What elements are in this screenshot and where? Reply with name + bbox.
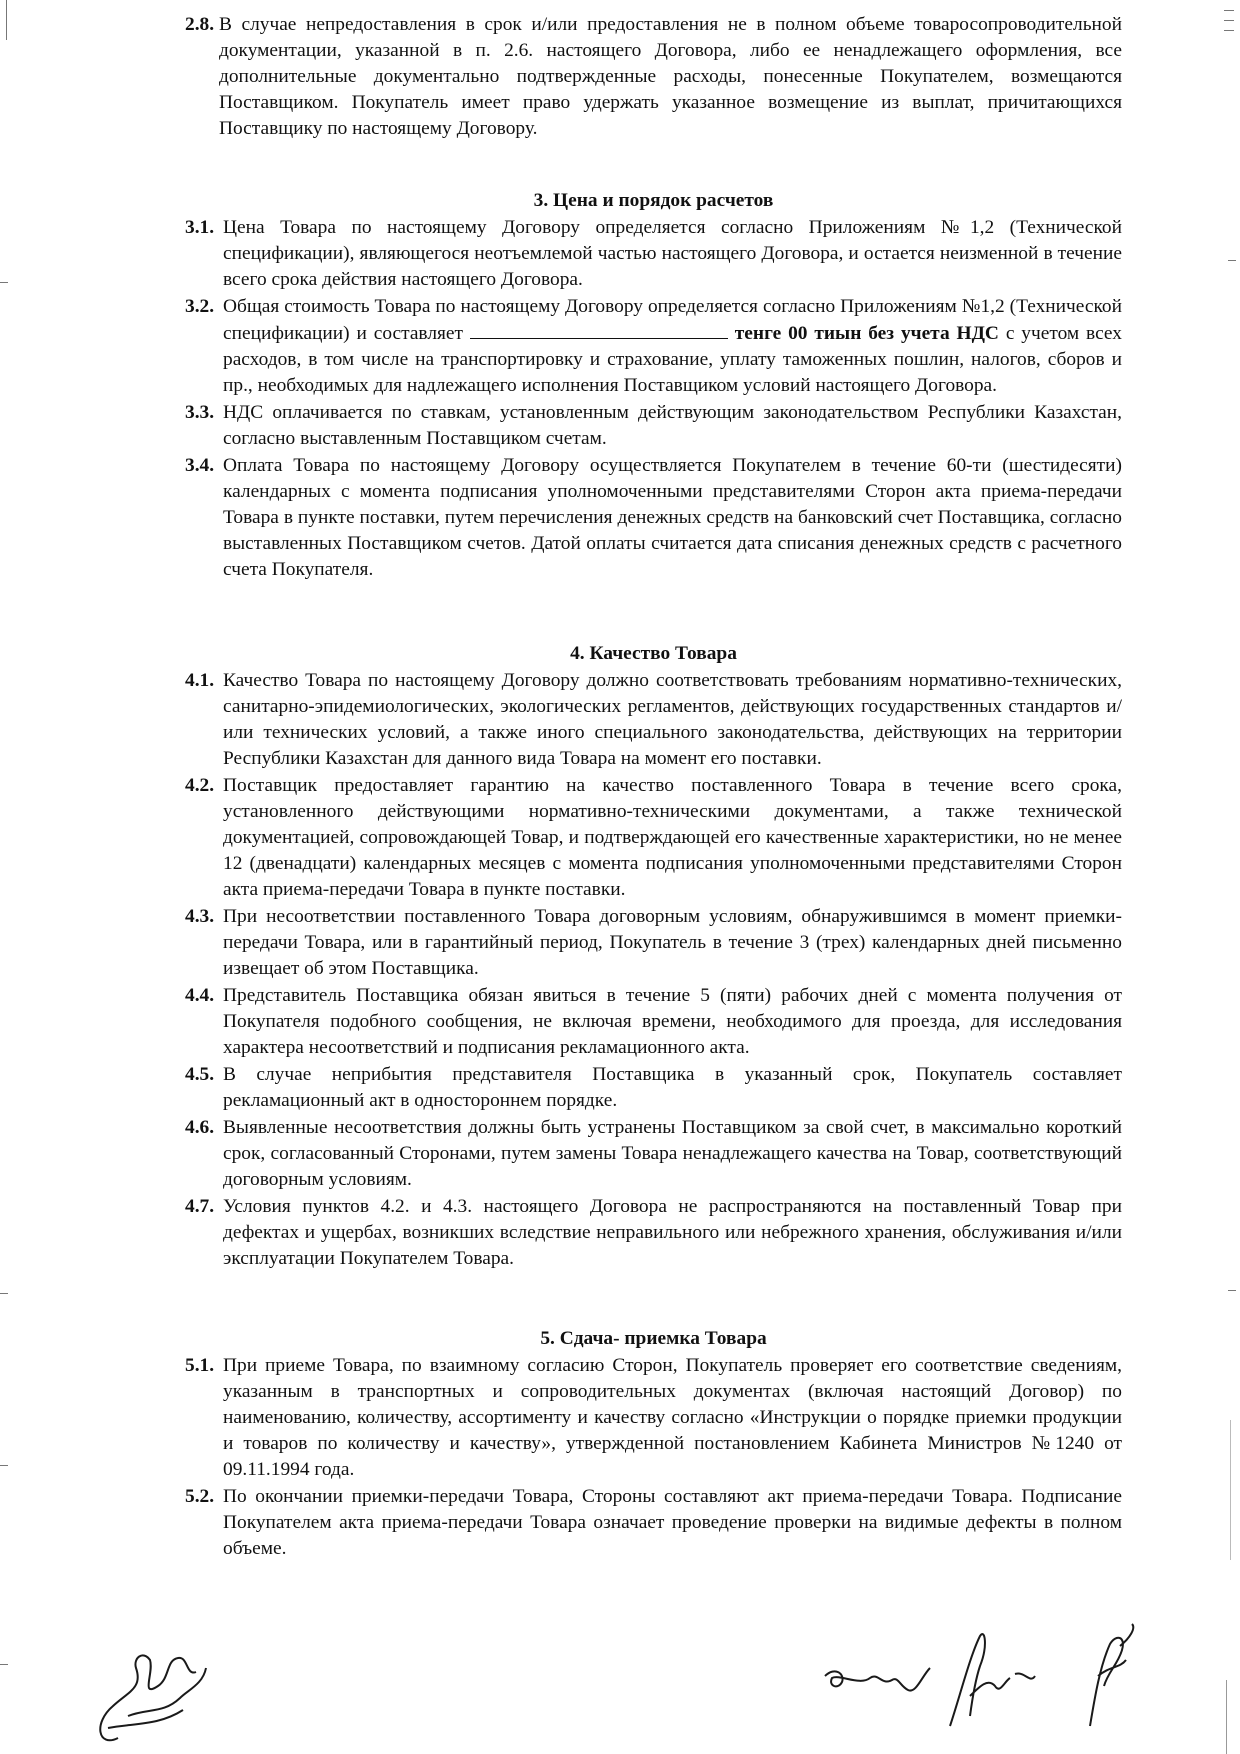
clause-number: 4.2. (185, 775, 215, 796)
clause-text-part: Общая стоимость Товара по настоящему Договору определяется согласно Приложениям №1,2 (Технической спецификации) и составляет (223, 296, 1122, 344)
clause-4-2 (185, 773, 1122, 903)
clause-4-4 (185, 983, 1122, 1061)
clause-text: При несоответствии поставленного Товара договорным условиям, обнаружившимся в момент приемки-передачи Товара, или в гарантийный период, Покупатель в течение 3 (трех) календарных дней письменно извещает об этом Поставщика. (223, 906, 1122, 979)
clause-3-1 (185, 215, 1122, 293)
clause-text-part: с учетом всех расходов, в том числе на транспортировку и страхование, уплату таможенных пошлин, налогов, сборов и пр., необходимых для надлежащего исполнения Поставщиком условий настоящего Договора. (223, 323, 1122, 396)
clause-5-1 (185, 1353, 1122, 1483)
clause-text: В случае непредоставления в срок и/или предоставления не в полном объеме товаросопроводительной документации, указанной в п. 2.6. настоящего Договора, либо ее ненадлежащего оформления, все дополнительные документально подтвержденные расходы, понесенные Покупателем, возмещаются Поставщиком. Покупатель имеет право удержать указанное возмещение из выплат, причитающихся Поставщику по настоящему Договору. (219, 14, 1122, 139)
left-margin-tick (6, 0, 7, 40)
section-4-heading: 4. Качество Товара (570, 643, 737, 664)
clause-number: 4.4. (185, 985, 215, 1006)
clause-text: В случае неприбытия представителя Поставщика в указанный срок, Покупатель составляет рекламационный акт в одностороннем порядке. (223, 1064, 1122, 1111)
clause-number: 4.1. (185, 670, 215, 691)
clause-4-3 (185, 904, 1122, 982)
clause-text: Оплата Товара по настоящему Договору осуществляется Покупателем в течение 60-ти (шестидесяти) календарных с момента подписания уполномоченными представителями Сторон акта приема-передачи Товара в пункте поставки, путем перечисления денежных средств на банковский счет Поставщика, согласно выставленных Поставщиком счетов. Датой оплаты считается дата списания денежных средств с расчетного счета Покупателя. (223, 455, 1122, 580)
clause-4-7 (185, 1194, 1122, 1272)
section-3-heading: 3. Цена и порядок расчетов (533, 190, 774, 211)
clause-text: При приеме Товара, по взаимному согласию Сторон, Покупатель проверяет его соответствие сведениям, указанным в транспортных и сопроводительных документах (включая настоящий Договор) по наименованию, количеству, ассортименту и качеству согласно «Инструкции о порядке приемки продукции и товаров по количеству и качеству», утвержденной постановлением Кабинета Министров №1240 от 09.11.1994 года. (223, 1355, 1122, 1480)
clause-5-2 (185, 1484, 1122, 1562)
clause-3-3 (185, 400, 1122, 452)
right-margin-tick (1228, 260, 1236, 261)
right-margin-tick (1226, 1680, 1227, 1754)
clause-number: 3.2. (185, 296, 215, 317)
left-margin-tick (0, 1293, 8, 1294)
clause-text: Выявленные несоответствия должны быть устранены Поставщиком за свой счет, в максимально короткий срок, согласованный Сторонами, путем замены Товара ненадлежащего качества на Товар, соответствующий договорным условиям. (223, 1117, 1122, 1190)
clause-number: 4.6. (185, 1117, 215, 1138)
clause-number: 4.5. (185, 1064, 215, 1085)
section-5-heading: 5. Сдача- приемка Товара (540, 1328, 767, 1349)
right-margin-tick (1224, 10, 1234, 11)
right-margin-tick (1228, 1290, 1236, 1291)
clause-text: По окончании приемки-передачи Товара, Стороны составляют акт приема-передачи Товара. Подписание Покупателем акта приема-передачи Товара означает проведение проверки на видимые дефекты в полном объеме. (223, 1486, 1122, 1559)
amount-blank-field (470, 320, 728, 339)
clause-4-5 (185, 1062, 1122, 1114)
clause-text: НДС оплачивается по ставкам, установленным действующим законодательством Республики Казахстан, согласно выставленным Поставщиком счетам. (223, 402, 1122, 449)
clause-2-8 (185, 12, 1122, 142)
clause-number: 3.4. (185, 455, 215, 476)
left-margin-tick (0, 1664, 8, 1665)
left-margin-tick (0, 282, 8, 283)
clause-text: Качество Товара по настоящему Договору должно соответствовать требованиям нормативно-технических, санитарно-эпидемиологических, экологических регламентов, действующих государственных стандартов и/или технических условий, а также иного специального законодательства, действующих на территории Республики Казахстан для данного вида Товара на момент его поставки. (223, 670, 1122, 769)
currency-note: тенге 00 тиын без учета НДС (734, 323, 999, 344)
right-margin-tick (1224, 20, 1234, 21)
clause-number: 5.2. (185, 1486, 215, 1507)
right-margin-tick (1224, 30, 1234, 31)
clause-text (223, 294, 1122, 399)
clause-4-1 (185, 668, 1122, 772)
clause-3-4 (185, 453, 1122, 583)
clause-3-2 (185, 294, 1122, 399)
clause-number: 3.1. (185, 217, 215, 238)
clause-text: Условия пунктов 4.2. и 4.3. настоящего Договора не распространяются на поставленный Товар при дефектах и ущербах, возникших вследствие неправильного или небрежного хранения, обслуживания и/или эксплуатации Покупателем Товара. (223, 1196, 1122, 1269)
clause-text: Представитель Поставщика обязан явиться в течение 5 (пяти) рабочих дней с момента получения от Покупателя подобного сообщения, не включая времени, необходимого для проезда, для исследования характера несоответствий и подписания рекламационного акта. (223, 985, 1122, 1058)
clause-4-6 (185, 1115, 1122, 1193)
right-margin-tick (1230, 1420, 1231, 1560)
contract-text (185, 12, 1122, 1563)
left-margin-tick (0, 1465, 8, 1466)
clause-number: 4.7. (185, 1196, 215, 1217)
clause-number: 4.3. (185, 906, 215, 927)
right-signatures (820, 1616, 1150, 1754)
clause-number: 2.8. (185, 14, 215, 35)
clause-text: Поставщик предоставляет гарантию на качество поставленного Товара в течение всего срока, установленного действующими нормативно-техническими документами, а также технической документацией, сопровождающей Товар, и подтверждающей его качественные характеристики, но не менее 12 (двенадцати) календарных месяцев с момента подписания уполномоченными представителями Сторон акта приема-передачи Товара в пункте поставки. (223, 775, 1122, 900)
left-signature (88, 1628, 218, 1754)
clause-text: Цена Товара по настоящему Договору определяется согласно Приложениям №1,2 (Технической спецификации), являющегося неотъемлемой частью настоящего Договора, и остается неизменной в течение всего срока действия настоящего Договора. (223, 217, 1122, 290)
clause-number: 3.3. (185, 402, 215, 423)
clause-number: 5.1. (185, 1355, 215, 1376)
